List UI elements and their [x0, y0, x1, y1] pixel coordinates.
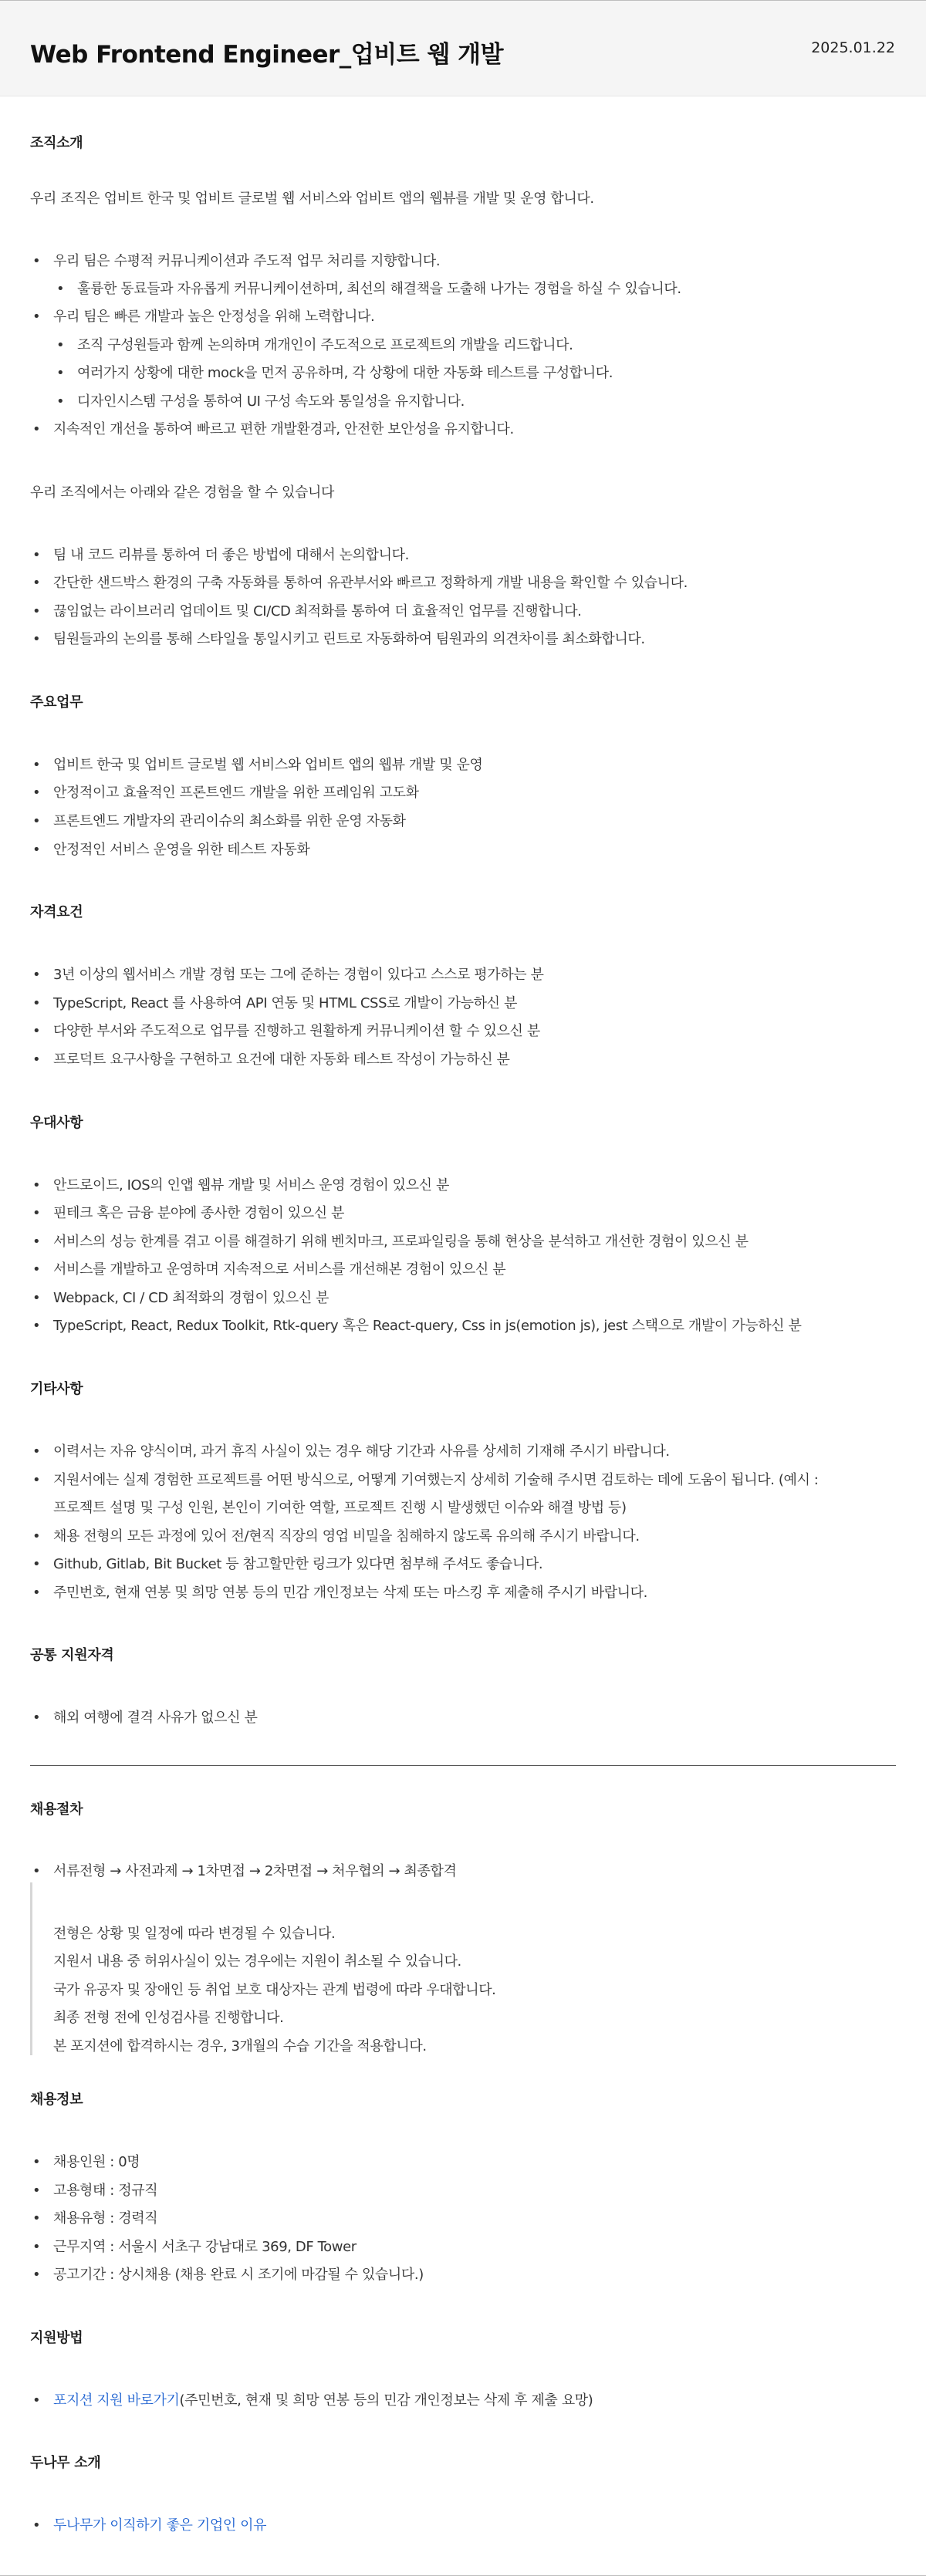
section-heading-duties: 주요업무: [30, 694, 83, 711]
section-heading-info: 채용정보: [30, 2092, 83, 2108]
section-heading-about: 두나무 소개: [30, 2455, 101, 2471]
section-heading-preferred: 우대사항: [30, 1115, 83, 1131]
list-item: • 서비스의 성능 한계를 겪고 이를 해결하기 위해 벤치마크, 프로파일링을 통해 현상을 분석하고 개선한 경험이 있으신 분: [53, 1233, 749, 1251]
list-item: • 끊임없는 라이브러리 업데이트 및 CI/CD 최적화를 통하여 더 효율적인 업무를 진행합니다.: [53, 603, 582, 621]
list-item: • 조직 구성원들과 함께 논의하며 개개인이 주도적으로 프로젝트의 개발을 리드합니다.: [77, 336, 573, 355]
list-item: • 디자인시스템 구성을 통하여 UI 구성 속도와 통일성을 유지합니다.: [77, 393, 465, 411]
list-item: • 업비트 한국 및 업비트 글로벌 웹 서비스와 업비트 앱의 웹뷰 개발 및 운영: [53, 756, 483, 775]
list-item: • 근무지역 : 서울시 서초구 강남대로 369, DF Tower: [53, 2238, 357, 2257]
notice-line: 전형은 상황 및 일정에 따라 변경될 수 있습니다.: [53, 1926, 336, 1942]
notice-line: 최종 전형 전에 인성검사를 진행합니다.: [53, 2010, 284, 2026]
list-item: • 프론트엔드 개발자의 관리이슈의 최소화를 위한 운영 자동화: [53, 812, 406, 831]
list-item: • 고용형태 : 정규직: [53, 2182, 157, 2200]
apply-note: (주민번호, 현재 및 희망 연봉 등의 민감 개인정보는 삭제 후 제출 요망): [179, 2392, 593, 2409]
section-heading-etc: 기타사항: [30, 1381, 83, 1397]
list-item: • 핀테크 혹은 금융 분야에 종사한 경험이 있으신 분: [53, 1204, 344, 1223]
experience-intro: 우리 조직에서는 아래와 같은 경험을 할 수 있습니다: [30, 484, 334, 501]
notice-line: 본 포지션에 합격하시는 경우, 3개월의 수습 기간을 적용합니다.: [53, 2038, 427, 2054]
list-item: • 채용유형 : 경력직: [53, 2210, 157, 2228]
list-item: • 3년 이상의 웹서비스 개발 경험 또는 그에 준하는 경험이 있다고 스스로 평가하는 분: [53, 966, 544, 984]
posting-header: [0, 1, 926, 96]
list-item: • 이력서는 자유 양식이며, 과거 휴직 사실이 있는 경우 해당 기간과 사유를 상세히 기재해 주시기 바랍니다.: [53, 1443, 670, 1461]
list-item: • TypeScript, React 를 사용하여 API 연동 및 HTML CSS로 개발이 가능하신 분: [53, 994, 517, 1013]
list-item: • 프로덕트 요구사항을 구현하고 요건에 대한 자동화 테스트 작성이 가능하신 분: [53, 1051, 510, 1069]
section-heading-common: 공통 지원자격: [30, 1647, 114, 1663]
list-item: • 여러가지 상황에 대한 mock을 먼저 공유하며, 각 상황에 대한 자동화 테스트를 구성합니다.: [77, 364, 613, 383]
list-item: • 공고기간 : 상시채용 (채용 완료 시 조기에 마감될 수 있습니다.): [53, 2266, 424, 2284]
list-item: • 우리 팀은 수평적 커뮤니케이션과 주도적 업무 처리를 지향합니다.: [53, 252, 440, 271]
list-item: • 팀 내 코드 리뷰를 통하여 더 좋은 방법에 대해서 논의합니다.: [53, 546, 409, 565]
page-title: Web Frontend Engineer_업비트 웹 개발: [30, 41, 504, 69]
list-item-continuation: 프로젝트 설명 및 구성 인원, 본인이 기여한 역할, 프로젝트 진행 시 발생했던 이슈와 해결 방법 등): [53, 1500, 627, 1516]
about-list-item: [53, 2517, 266, 2535]
section-heading-apply: 지원방법: [30, 2330, 83, 2346]
apply-link[interactable]: 포지션 지원 바로가기: [53, 2392, 180, 2409]
section-heading-org: 조직소개: [30, 135, 83, 151]
notice-line: 지원서 내용 중 허위사실이 있는 경우에는 지원이 취소될 수 있습니다.: [53, 1953, 461, 1970]
list-item: • 서비스를 개발하고 운영하며 지속적으로 서비스를 개선해본 경험이 있으신 분: [53, 1261, 505, 1279]
list-item: • 우리 팀은 빠른 개발과 높은 안정성을 위해 노력합니다.: [53, 308, 374, 326]
list-item: • 지원서에는 실제 경험한 프로젝트를 어떤 방식으로, 어떻게 기여했는지 상세히 기술해 주시면 검토하는 데에 도움이 됩니다. (예시 :: [53, 1471, 818, 1490]
list-item: • 지속적인 개선을 통하여 빠르고 편한 개발환경과, 안전한 보안성을 유지합니다.: [53, 420, 514, 439]
list-item: • 주민번호, 현재 연봉 및 희망 연봉 등의 민감 개인정보는 삭제 또는 마스킹 후 제출해 주시기 바랍니다.: [53, 1584, 647, 1602]
list-item: • 안정적인 서비스 운영을 위한 테스트 자동화: [53, 841, 309, 859]
notice-quote-bar: [30, 1882, 32, 2055]
list-item: • 안정적이고 효율적인 프론트엔드 개발을 위한 프레임워 고도화: [53, 784, 419, 802]
list-item: • 채용 전형의 모든 과정에 있어 전/현직 직장의 영업 비밀을 침해하지 않도록 유의해 주시기 바랍니다.: [53, 1528, 640, 1546]
list-item: • 해외 여행에 결격 사유가 없으신 분: [53, 1709, 257, 1727]
list-item: • 다양한 부서와 주도적으로 업무를 진행하고 원활하게 커뮤니케이션 할 수 있으신 분: [53, 1022, 540, 1041]
list-item: • 간단한 샌드박스 환경의 구축 자동화를 통하여 유관부서와 빠르고 정확하게 개발 내용을 확인할 수 있습니다.: [53, 574, 688, 593]
about-link[interactable]: 두나무가 이직하기 좋은 기업인 이유: [53, 2517, 267, 2534]
section-heading-process: 채용절차: [30, 1801, 83, 1818]
apply-list-item: [53, 2392, 593, 2410]
list-item: • TypeScript, React, Redux Toolkit, Rtk-query 혹은 React-query, Css in js(emotion js), jest 스택으로 개발이 가능하신 분: [53, 1317, 801, 1335]
list-item: • Webpack, CI / CD 최적화의 경험이 있으신 분: [53, 1289, 329, 1308]
list-item: • 훌륭한 동료들과 자유롭게 커뮤니케이션하며, 최선의 해결책을 도출해 나가는 경험을 하실 수 있습니다.: [77, 280, 681, 299]
list-item: • 팀원들과의 논의를 통해 스타일을 통일시키고 린트로 자동화하여 팀원과의 의견차이를 최소화합니다.: [53, 630, 645, 649]
section-divider: [30, 1765, 896, 1766]
section-heading-requirements: 자격요건: [30, 904, 83, 920]
org-intro: 우리 조직은 업비트 한국 및 업비트 글로벌 웹 서비스와 업비트 앱의 웹뷰를 개발 및 운영 합니다.: [30, 191, 594, 207]
list-item: • 안드로이드, IOS의 인앱 웹뷰 개발 및 서비스 운영 경험이 있으신 분: [53, 1177, 449, 1195]
notice-line: 국가 유공자 및 장애인 등 취업 보호 대상자는 관계 법령에 따라 우대합니다.: [53, 1982, 496, 1998]
list-item: • Github, Gitlab, Bit Bucket 등 참고할만한 링크가 있다면 첨부해 주셔도 좋습니다.: [53, 1555, 542, 1574]
list-item: • 서류전형 → 사전과제 → 1차면접 → 2차면접 → 처우협의 → 최종합격: [53, 1862, 456, 1881]
posting-date: 2025.01.22: [811, 39, 895, 56]
list-item: • 채용인원 : 0명: [53, 2153, 140, 2172]
